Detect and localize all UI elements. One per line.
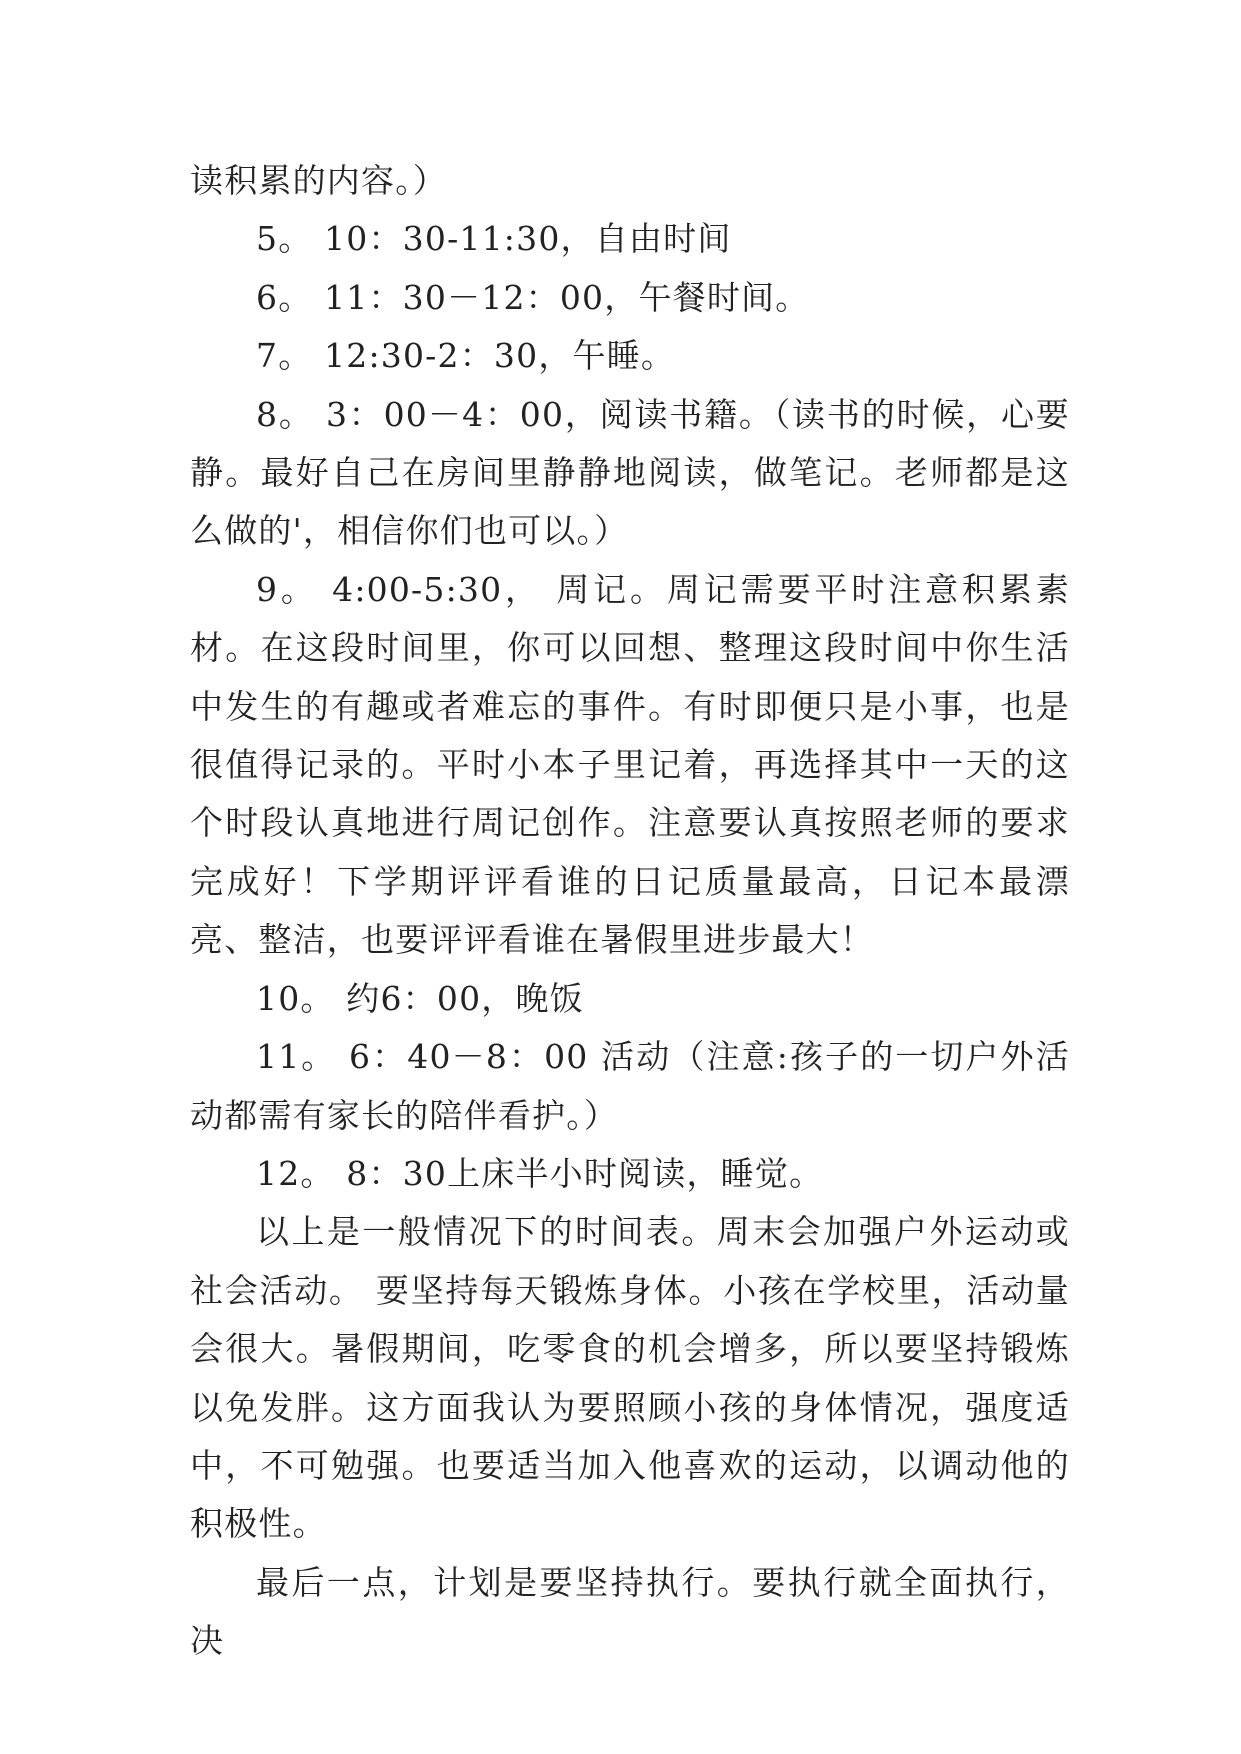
- paragraph-schedule-item-8: 8。 3：00－4：00，阅读书籍。（读书的时候，心要静。最好自己在房间里静静地阅读，做笔记。老师都是这么做的'，相信你们也可以。）: [190, 394, 1070, 551]
- paragraph-schedule-item-11: 11。 6：40－8：00 活动（注意:孩子的一切户外活动都需有家长的陪伴看护。）: [190, 1037, 1070, 1135]
- paragraph-schedule-item-9: 9。 4:00-5:30， 周记。周记需要平时注意积累素材。在这段时间里，你可以回想、整理这段时间中你生活中发生的有趣或者难忘的事件。有时即便只是小事，也是很值得记录的。平时小本子里记着，再选择其中一天的这个时段认真地进行周记创作。注意要认真按照老师的要求完成好！下学期评评看谁的日记质量最高，日记本最漂亮、整洁，也要评评看谁在暑假里进步最大！: [190, 569, 1070, 960]
- paragraph-final-point: 最后一点，计划是要坚持执行。要执行就全面执行，决: [190, 1562, 1070, 1661]
- document-body: [190, 152, 1070, 1671]
- paragraph-schedule-item-5: 5。 10：30-11:30，自由时间: [256, 219, 732, 259]
- paragraph-schedule-item-7: 7。 12:30-2：30，午睡。: [256, 336, 676, 376]
- paragraph-schedule-item-6: 6。 11：30－12：00，午餐时间。: [256, 277, 810, 317]
- paragraph-continuation: 读积累的内容。）: [190, 161, 448, 200]
- paragraph-schedule-item-10: 10。 约6：00，晚饭: [256, 978, 584, 1018]
- paragraph-schedule-item-12: 12。 8：30上床半小时阅读，睡觉。: [256, 1153, 824, 1193]
- paragraph-summary: 以上是一般情况下的时间表。周末会加强户外运动或社会活动。 要坚持每天锻炼身体。小孩在学校里，活动量会很大。暑假期间，吃零食的机会增多，所以要坚持锻炼以免发胖。这方面我认为要照顾小孩的身体情况，强度适中，不可勉强。也要适当加入他喜欢的运动，以调动他的积极性。: [190, 1212, 1070, 1544]
